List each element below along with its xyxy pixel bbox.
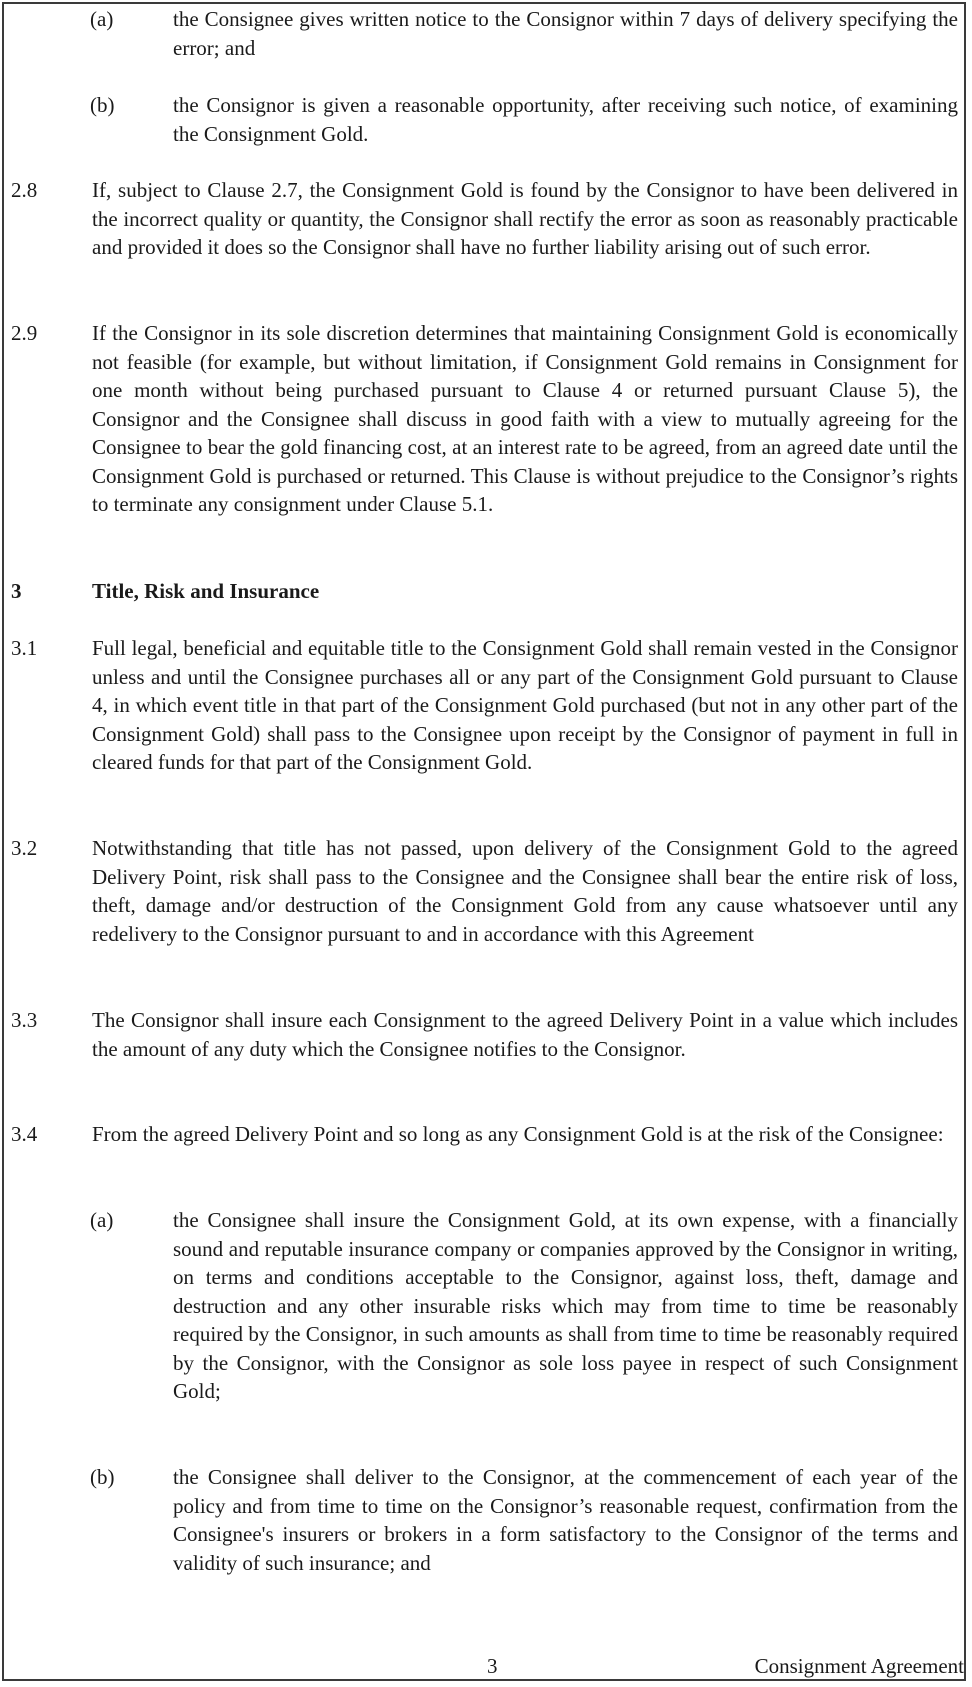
sub-clause-text: the Consignee shall insure the Consignment Gold, at its own expense, with a financially sound and reputable insurance company or companies approved by the Consignor in writing, on terms and conditions acceptable to the Consignor, against loss, theft, damage and destruction and any other insurable risks which may from time to time be reasonably required by the Consignor, in such amounts as shall from time to time be reasonably required by the Consignor, with the Consignor as sole loss payee in respect of such Consignment Gold; xyxy=(173,1208,958,1403)
clause-number: 3.1 xyxy=(11,636,38,660)
clause-text: From the agreed Delivery Point and so long as any Consignment Gold is at the risk of the Consignee: xyxy=(92,1122,944,1146)
sub-clause-label: (b) xyxy=(90,93,115,117)
page-number: 3 xyxy=(487,1654,498,1678)
clause-number: 2.8 xyxy=(11,178,38,202)
clause-text: Full legal, beneficial and equitable title to the Consignment Gold shall remain vested in the Consignor unless and until the Consignee purchases all or any part of the Consignment Gold pursuant to Clause 4, in which event title in that part of the Consignment Gold purchased (but not in any other part of the Consignment Gold) shall pass to the Consignee upon receipt by the Consignor of payment in full in cleared funds for that part of the Consignment Gold. xyxy=(92,636,958,774)
sub-clause-text: the Consignee shall deliver to the Consignor, at the commencement of each year of the policy and from time to time on the Consignor’s reasonable request, confirmation from the Consignee's insurers or brokers in a form satisfactory to the Consignor of the terms and validity of such insurance; and xyxy=(173,1465,958,1575)
clause-text: Notwithstanding that title has not passed, upon delivery of the Consignment Gold to the agreed Delivery Point, risk shall pass to the Consignee and the Consignee shall bear the entire risk of loss, theft, damage and/or destruction of the Consignment Gold from any cause whatsoever until any redelivery to the Consignor pursuant to and in accordance with this Agreement xyxy=(92,836,958,946)
clause-number: 3.2 xyxy=(11,836,38,860)
section-number: 3 xyxy=(11,579,22,603)
sub-clause-text: the Consignor is given a reasonable opportunity, after receiving such notice, of examining the Consignment Gold. xyxy=(173,93,958,146)
sub-clause-label: (a) xyxy=(90,1208,114,1232)
clause-text: If the Consignor in its sole discretion determines that maintaining Consignment Gold is economically not feasible (for example, but without limitation, if Consignment Gold remains in Consignment for one month without being purchased pursuant to Clause 4 or returned pursuant Clause 5), the Consignor and the Consignee shall discuss in good faith with a view to mutually agreeing for the Consignee to bear the gold financing cost, at an interest rate to be agreed, from an agreed date until the Consignment Gold is purchased or returned. This Clause is without prejudice to the Consignor’s rights to terminate any consignment under Clause 5.1. xyxy=(92,321,958,516)
clause-number: 3.4 xyxy=(11,1122,38,1146)
section-title: Title, Risk and Insurance xyxy=(92,579,320,603)
clause-text: If, subject to Clause 2.7, the Consignment Gold is found by the Consignor to have been delivered in the incorrect quality or quantity, the Consignor shall rectify the error as soon as reasonably practicable and provided it does so the Consignor shall have no further liability arising out of such error. xyxy=(92,178,958,259)
sub-clause-label: (a) xyxy=(90,7,114,31)
clause-number: 3.3 xyxy=(11,1008,38,1032)
sub-clause-text: the Consignee gives written notice to the Consignor within 7 days of delivery specifying the error; and xyxy=(173,7,958,60)
sub-clause-label: (b) xyxy=(90,1465,115,1489)
clause-text: The Consignor shall insure each Consignment to the agreed Delivery Point in a value which includes the amount of any duty which the Consignee notifies to the Consignor. xyxy=(92,1008,958,1061)
clause-number: 2.9 xyxy=(11,321,38,345)
footer-title: Consignment Agreement xyxy=(754,1654,964,1678)
